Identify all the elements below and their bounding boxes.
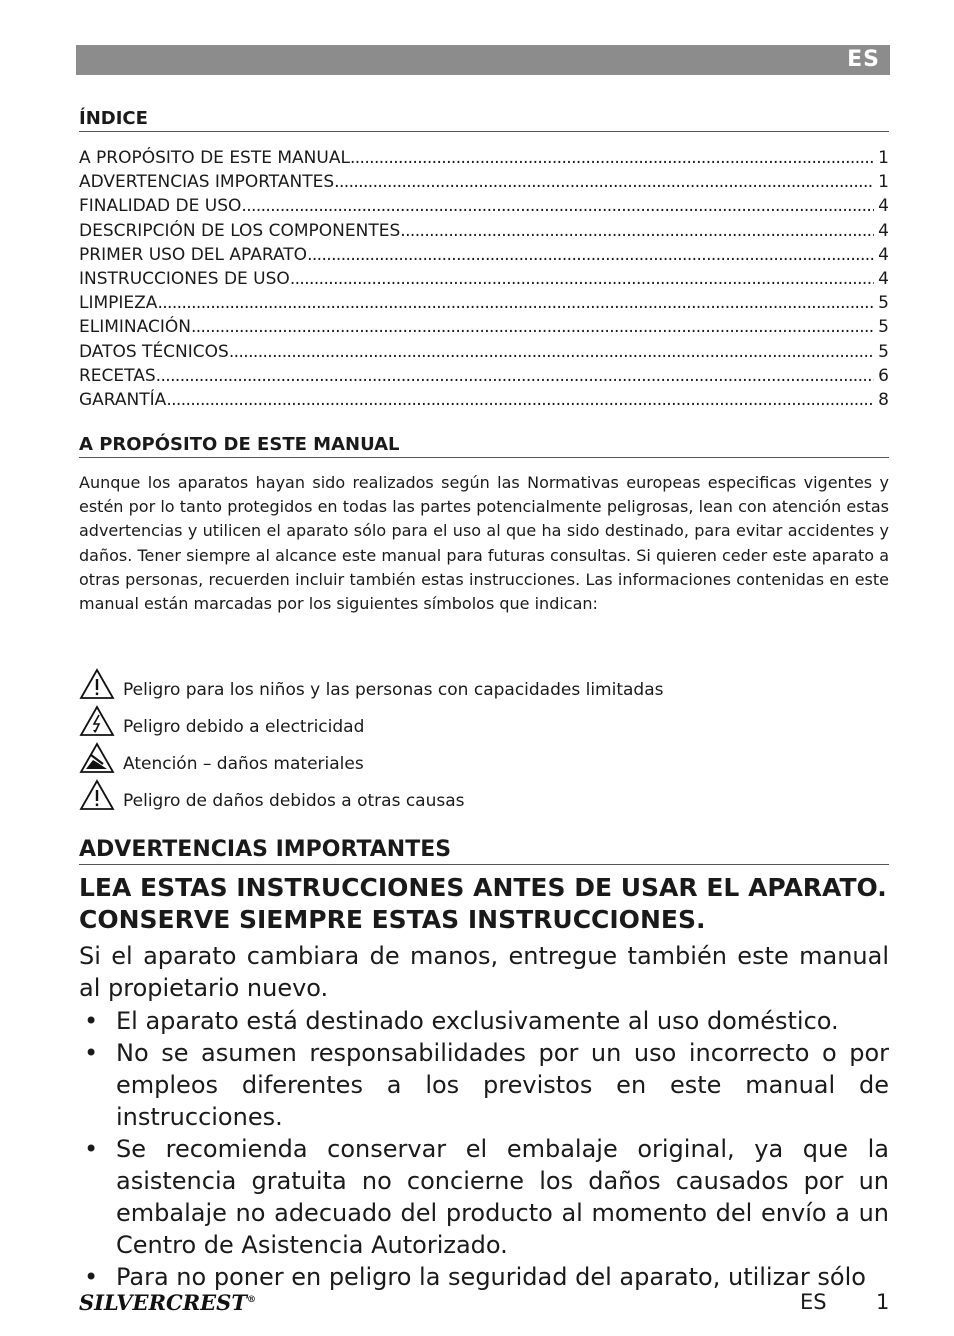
toc-entry[interactable] [79, 291, 889, 315]
symbol-label: Peligro para los niños y las personas con capacidades limitadas [123, 680, 664, 700]
language-tag: ES [847, 47, 880, 72]
toc-entry[interactable] [79, 243, 889, 267]
toc-entry-page: 4 [878, 220, 889, 241]
toc-leader [241, 194, 874, 218]
table-of-contents [79, 146, 889, 412]
electric-hazard-icon [79, 705, 115, 737]
toc-entry-page: 4 [878, 269, 889, 290]
toc-entry-page: 5 [878, 341, 889, 362]
warnings-list [79, 1005, 889, 1293]
toc-entry-title: RECETAS [79, 365, 156, 386]
toc-entry-title: FINALIDAD DE USO [79, 196, 242, 217]
warning-exclamation-icon [79, 668, 115, 700]
toc-entry-title: PRIMER USO DEL APARATO [79, 244, 308, 265]
toc-leader [350, 146, 874, 170]
toc-entry-title: A PROPÓSITO DE ESTE MANUAL [79, 148, 350, 168]
list-item: • Para no poner en peligro la seguridad del aparato, utilizar sólo [79, 1261, 889, 1293]
about-paragraph: Aunque los aparatos hayan sido realizados según las Normativas europeas especificas vigentes y estén por lo tanto protegidos en todas las partes potencialmente peligrosas, lean con atención estas advertencias y utilicen el aparato sólo para el uso al que ha sido destinado, para evitar accidentes y daños. Tener siempre al alcance este manual para futuras consultas. Si quieren ceder este aparato a otras personas, recuerden incluir también estas instrucciones. Las informaciones contenidas en este manual están marcadas por los siguientes símbolos que indican: [79, 473, 889, 614]
toc-leader [290, 267, 874, 291]
toc-entry-title: INSTRUCCIONES DE USO [79, 269, 290, 290]
footer-language: ES [800, 1290, 827, 1314]
symbol-label: Peligro de daños debidos a otras causas [123, 791, 465, 811]
list-item: • El aparato está destinado exclusivamente al uso doméstico. [79, 1005, 889, 1037]
list-item: • No se asumen responsabilidades por un uso incorrecto o por empleos diferentes a los previstos en este manual de instrucciones. [79, 1037, 889, 1133]
symbol-row [79, 779, 465, 811]
warnings-intro: Si el aparato cambiara de manos, entregue también este manual al propietario nuevo. [79, 942, 889, 1002]
toc-entry[interactable] [79, 194, 889, 218]
toc-entry[interactable] [79, 170, 889, 194]
brand-name: SILVERCREST [79, 1290, 247, 1315]
page-number: 1 [876, 1290, 890, 1314]
toc-entry-page: 1 [878, 172, 889, 193]
toc-leader [400, 219, 874, 243]
material-damage-icon [79, 742, 115, 774]
symbol-label: Atención – daños materiales [123, 754, 364, 774]
header-bar [76, 45, 890, 75]
toc-entry-page: 6 [878, 365, 889, 386]
warning-exclamation-icon [79, 779, 115, 811]
toc-entry[interactable] [79, 146, 889, 170]
toc-entry[interactable] [79, 267, 889, 291]
toc-entry-title: ELIMINACIÓN [79, 317, 191, 338]
registered-mark: ® [246, 1295, 256, 1305]
toc-entry-page: 8 [878, 390, 889, 411]
brand-logo [79, 1290, 256, 1315]
toc-entry-page: 5 [878, 317, 889, 338]
warnings-caps [79, 872, 889, 936]
toc-entry-title: DESCRIPCIÓN DE LOS COMPONENTES [79, 220, 401, 241]
caps-line: CONSERVE SIEMPRE ESTAS INSTRUCCIONES. [79, 905, 706, 934]
toc-entry-title: GARANTÍA [79, 390, 167, 411]
about-heading: A PROPÓSITO DE ESTE MANUAL [79, 434, 889, 458]
toc-entry[interactable] [79, 315, 889, 339]
toc-leader [307, 243, 874, 267]
toc-entry[interactable] [79, 219, 889, 243]
toc-leader [229, 340, 874, 364]
toc-leader [191, 315, 874, 339]
symbol-label: Peligro debido a electricidad [123, 717, 365, 737]
toc-heading: ÍNDICE [79, 108, 889, 132]
toc-entry[interactable] [79, 388, 889, 412]
toc-entry-page: 4 [878, 196, 889, 217]
symbol-row [79, 742, 364, 774]
toc-entry[interactable] [79, 364, 889, 388]
toc-entry-title: LIMPIEZA [79, 293, 158, 314]
toc-leader [157, 291, 874, 315]
toc-leader [166, 388, 874, 412]
toc-entry-title: ADVERTENCIAS IMPORTANTES [79, 172, 335, 193]
toc-entry[interactable] [79, 340, 889, 364]
list-item: • Se recomienda conservar el embalaje original, ya que la asistencia gratuita no concierne los daños causados por un embalaje no adecuado del producto al momento del envío a un Centro de Asistencia Autorizado. [79, 1133, 889, 1261]
toc-entry-page: 5 [878, 293, 889, 314]
toc-entry-title: DATOS TÉCNICOS [79, 341, 229, 362]
toc-leader [334, 170, 874, 194]
caps-line: LEA ESTAS INSTRUCCIONES ANTES DE USAR EL APARATO. [79, 873, 887, 902]
toc-entry-page: 1 [878, 148, 889, 168]
toc-entry-page: 4 [878, 244, 889, 265]
symbol-row [79, 705, 364, 737]
toc-leader [156, 364, 875, 388]
symbol-row [79, 668, 663, 700]
warnings-heading: ADVERTENCIAS IMPORTANTES [79, 837, 889, 865]
